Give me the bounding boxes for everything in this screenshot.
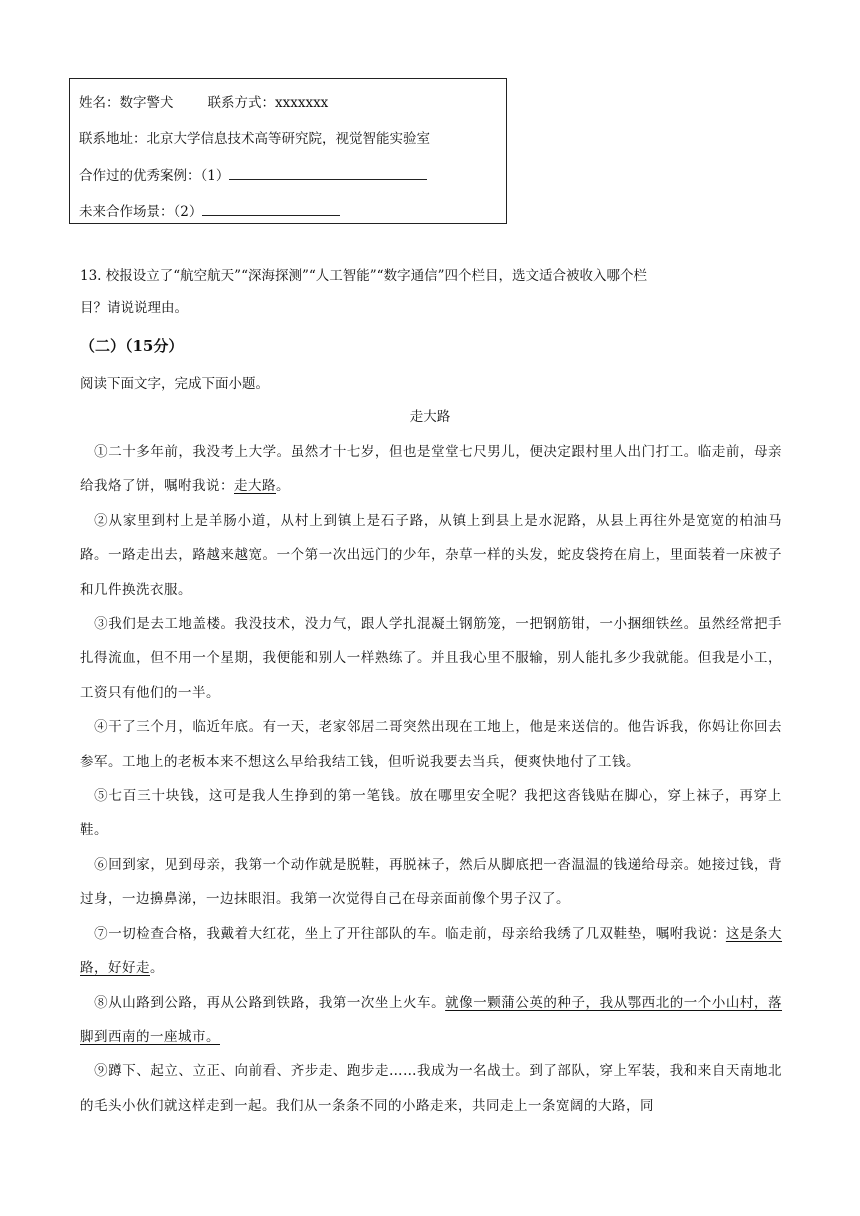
article-title: 走大路 xyxy=(409,409,451,425)
contact-label: 联系方式：xxxxxxx xyxy=(207,95,329,111)
question-13-line2: 目？请说说理由。 xyxy=(80,300,188,316)
section-heading: （二）（15分） xyxy=(80,337,184,355)
underlined-phrase: 这是条大路，好好走 xyxy=(80,925,783,977)
card-line-name xyxy=(79,93,506,129)
question-13-line1: 13. 校报设立了“航空航天”“深海探测”“人工智能”“数字通信”四个栏目，选文适合被收入哪个栏 xyxy=(80,268,647,284)
paragraph-6: ⑥回到家，见到母亲，我第一个动作就是脱鞋，再脱袜子，然后从脚底把一沓温温的钱递给母亲。她接过钱，背过身，一边擤鼻涕，一边抹眼泪。我第一次觉得自己在母亲面前像个男子汉了。 xyxy=(80,856,782,908)
question-13 xyxy=(80,260,780,324)
paragraph-1: ①二十多年前，我没考上大学。虽然才十七岁，但也是堂堂七尺男儿，便决定跟村里人出门打工。临走前，母亲给我烙了饼，嘱咐我说：走大路。 xyxy=(80,444,782,495)
paragraph-4: ④干了三个月，临近年底。有一天，老家邻居二哥突然出现在工地上，他是来送信的。他告诉我，你妈让你回去参军。工地上的老板本来不想这么早给我结工钱，但听说我要去当兵，便爽快地付了工钱。 xyxy=(80,719,782,770)
card-line-address: 联系地址：北京大学信息技术高等研究院，视觉智能实验室 xyxy=(79,131,430,147)
paragraph-9: ⑨蹲下、起立、立正、向前看、齐步走、跑步走……我成为一名战士。到了部队，穿上军装，我和来自天南地北的毛头小伙们就这样走到一起。我们从一条条不同的小路走来，共同走上一条宽阔的大路，同 xyxy=(80,1063,782,1114)
card-line-future xyxy=(79,201,506,237)
cases-blank[interactable] xyxy=(229,165,427,180)
future-label: 未来合作场景：（2） xyxy=(79,204,203,220)
card-line-cases xyxy=(79,165,506,201)
paragraph-5: ⑤七百三十块钱，这可是我人生挣到的第一笔钱。放在哪里安全呢？我把这沓钱贴在脚心，穿上袜子，再穿上鞋。 xyxy=(80,788,782,839)
paragraph-7: ⑦一切检查合格，我戴着大红花，坐上了开往部队的车。临走前，母亲给我绣了几双鞋垫，嘱咐我说：这是条大路，好好走。 xyxy=(80,925,783,977)
future-blank[interactable] xyxy=(202,201,340,216)
paragraph-8: ⑧从山路到公路，再从公路到铁路，我第一次坐上火车。就像一颗蒲公英的种子，我从鄂西北的一个小山村，落脚到西南的一座城市。 xyxy=(80,994,783,1045)
underlined-phrase: 走大路 xyxy=(234,478,276,495)
paragraph-2: ②从家里到村上是羊肠小道，从村上到镇上是石子路，从镇上到县上是水泥路，从县上再往外是宽宽的柏油马路。一路走出去，路越来越宽。一个第一次出远门的少年，杂草一样的头发，蛇皮袋挎在肩上，里面装着一床被子和几件换洗衣服。 xyxy=(80,512,782,598)
info-card xyxy=(69,78,507,224)
cases-label: 合作过的优秀案例：（1） xyxy=(79,168,230,184)
article-body xyxy=(80,435,782,1123)
paragraph-3: ③我们是去工地盖楼。我没技术，没力气，跟人学扎混凝土钢筋笼，一把钢筋钳，一小捆细铁丝。虽然经常把手扎得流血，但不用一个星期，我便能和别人一样熟练了。并且我心里不服输，别人能扎多少我就能。但我是小工，工资只有他们的一半。 xyxy=(80,616,782,701)
underlined-sentence: 就像一颗蒲公英的种子，我从鄂西北的一个小山村，落脚到西南的一座城市。 xyxy=(80,994,783,1045)
section-instruction: 阅读下面文字，完成下面小题。 xyxy=(80,376,269,392)
name-label: 姓名：数字警犬 xyxy=(79,95,174,111)
